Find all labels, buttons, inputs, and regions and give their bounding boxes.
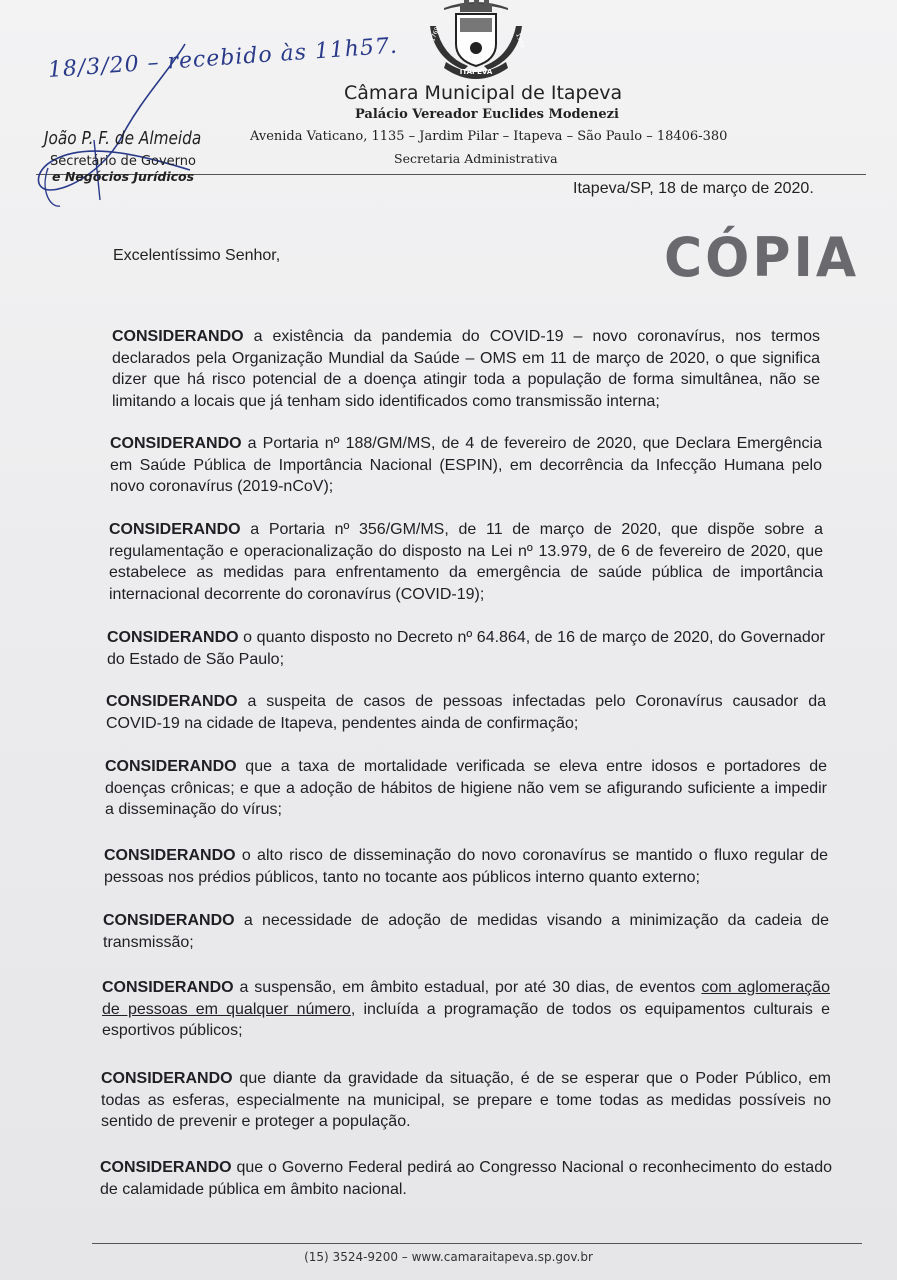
paragraph-keyword: CONSIDERANDO [100,1159,232,1176]
paragraph-text: a Portaria nº 356/GM/MS, de 11 de março de 2020, que dispõe sobre a regulamentação e operacionalização do disposto na Lei nº 13.979, de 6 de fevereiro de 2020, que estabelece as medidas para enfrentamento da emergência de saúde pública de importância internacional decorrente do coronavírus (COVID-19); [109,521,823,603]
paragraph-8 [103,910,829,953]
paragraph-4 [107,627,825,670]
paragraph-text-after: , incluída a programação de todos os equipamentos culturais e esportivos públicos; [102,1000,831,1039]
paragraph-keyword: CONSIDERANDO [103,912,235,929]
paragraph-text: que a taxa de mortalidade verificada se eleva entre idosos e portadores de doenças crônicas; e que a adoção de hábitos de higiene não vem se afigurando suficiente a impedir a disseminação do vírus; [105,758,827,818]
paragraph-5 [106,691,826,734]
paragraph-keyword: CONSIDERANDO [107,629,239,646]
paragraph-2 [110,433,822,498]
stamp-role-line1: Secretário de Governo [50,154,196,169]
paragraph-1 [112,326,820,412]
stamp-role-line2: e Negócios Jurídicos [52,169,195,184]
municipal-seal-icon [424,0,528,80]
paragraph-keyword: CONSIDERANDO [109,521,241,538]
paragraph-7 [104,845,828,888]
paragraph-keyword: CONSIDERANDO [112,328,244,345]
paragraph-6 [105,756,827,821]
paragraph-text: o quanto disposto no Decreto nº 64.864, de 16 de março de 2020, do Governador do Estado de São Paulo; [107,629,825,668]
paragraph-keyword: CONSIDERANDO [105,758,237,775]
seal-year-left: 1769 [429,25,442,43]
paragraph-text: que o Governo Federal pedirá ao Congresso Nacional o reconhecimento do estado de calamidade pública em âmbito nacional. [100,1159,832,1198]
paragraph-text: a existência da pandemia do COVID-19 – novo coronavírus, nos termos declarados pela Organização Mundial da Saúde – OMS em 11 de março de 2020, o que significa dizer que há risco potencial de a doença atingir toda a população de forma simultânea, não se limitando a locais que já tenham sido identificados como transmissão interna; [112,328,820,410]
paragraph-keyword: CONSIDERANDO [101,1070,233,1087]
stamp-name: João P. F. de Almeida [44,128,202,149]
paragraph-11 [100,1157,832,1200]
address-line: Avenida Vaticano, 1135 – Jardim Pilar – Itapeva – São Paulo – 18406-380 [250,129,728,144]
seal-text: ITAPEVA [459,68,493,76]
paragraph-10 [101,1068,831,1133]
paragraph-keyword: CONSIDERANDO [104,847,236,864]
paragraph-text: a necessidade de adoção de medidas visando a minimização da cadeia de transmissão; [103,912,829,951]
paragraph-text: a suspeita de casos de pessoas infectadas pelo Coronavírus causador da COVID-19 na cidade de Itapeva, pendentes ainda de confirmação; [106,693,826,732]
paragraph-text: que diante da gravidade da situação, é de se esperar que o Poder Público, em todas as esferas, especialmente na municipal, se prepare e tome todas as medidas possíveis no sentido de prevenir e proteger a população. [101,1070,831,1130]
copy-stamp: CÓPIA [664,226,860,290]
paragraph-keyword: CONSIDERANDO [110,435,242,452]
letter-date: Itapeva/SP, 18 de março de 2020. [573,180,814,197]
department-name: Secretaria Administrativa [394,151,558,166]
paragraph-keyword: CONSIDERANDO [106,693,238,710]
paragraph-3 [109,519,823,605]
paragraph-text: a Portaria nº 188/GM/MS, de 4 de fevereiro de 2020, que Declara Emergência em Saúde Pública de Importância Nacional (ESPIN), em decorrência da Infecção Humana pelo novo coronavírus (2019-nCoV); [110,435,822,495]
paragraph-underlined-text: com aglomeração de pessoas em qualquer número [102,979,831,1018]
handwritten-receipt-note: 18/3/20 – recebido às 11h57. [47,33,399,83]
salutation: Excelentíssimo Senhor, [113,247,281,264]
paragraph-keyword: CONSIDERANDO [102,979,234,996]
footer-contact: (15) 3524-9200 – www.camaraitapeva.sp.gov.br [304,1250,593,1264]
chamber-name: Câmara Municipal de Itapeva [344,82,623,104]
paragraph-text: a suspensão, em âmbito estadual, por até 30 dias, de eventos [233,979,702,996]
paragraph-text: o alto risco de disseminação do novo coronavírus se mantido o fluxo regular de pessoas nos prédios públicos, tanto no tocante aos públicos interno quanto externo; [104,847,828,886]
footer-divider [92,1243,862,1244]
paragraph-9 [102,977,830,1042]
seal-year-right: 1969 [514,32,526,50]
palace-name: Palácio Vereador Euclides Modenezi [355,107,619,122]
